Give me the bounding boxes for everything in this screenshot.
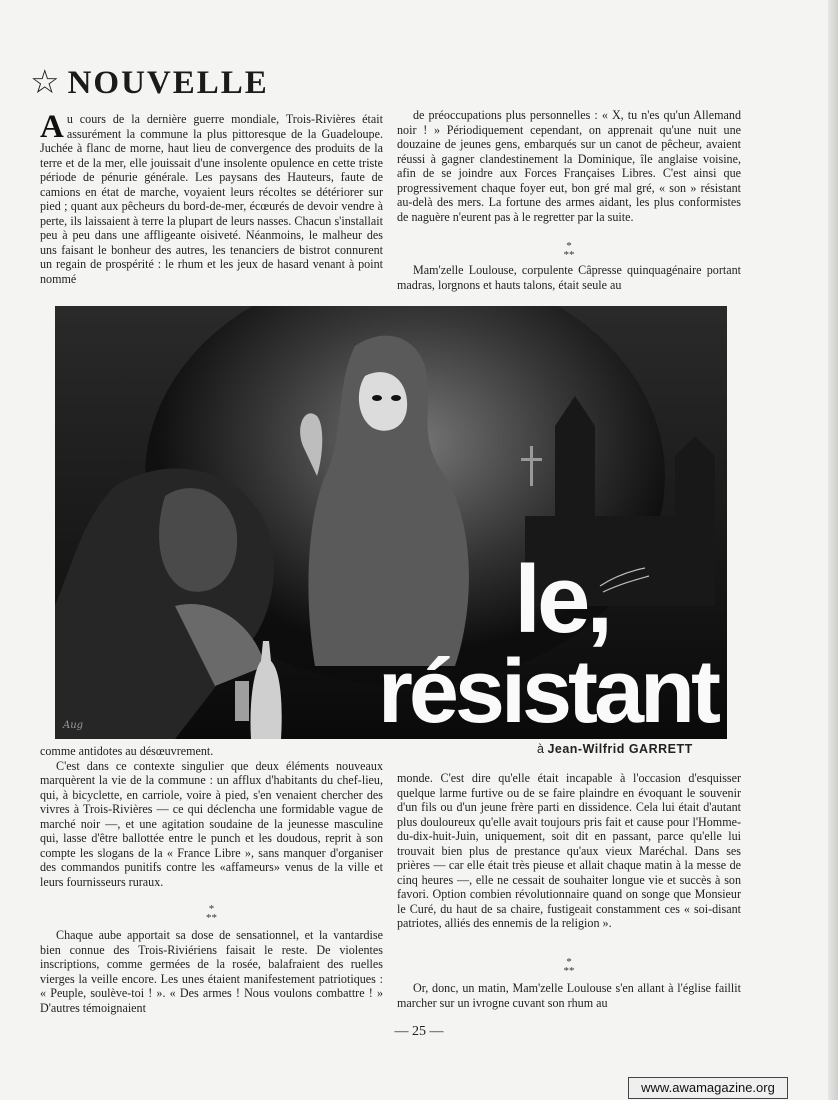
story-col-left-bottom (40, 744, 383, 894)
page-edge (828, 0, 838, 1100)
section-title-text: NOUVELLE (67, 65, 269, 101)
story-illustration (55, 306, 727, 739)
section-title (30, 62, 269, 102)
paragraph: comme antidotes au désœuvrement. (40, 744, 214, 758)
byline-author: Jean-Wilfrid GARRETT (547, 742, 693, 756)
paragraph: C'est dans ce contexte singulier que deux éléments nouveaux marquèrent la vie de la commune : un afflux d'habitants du chef-lieu, qui, à bicyclette, en carriole, voire à pied, s'en venaient chercher des vivres à Trois-Rivières — ce qui déclencha une formidable vague de marché noir —, et une agitation soudaine de la jeunesse masculine qui, lasse d'être ballottée entre le punch et les doudous, reprit à son compte les slogans de la « France Libre », sans manquer d'organiser des commandos punitifs contre les «affameurs» venus de la ville et leurs fournisseurs ruraux. (40, 758, 383, 889)
byline-prefix: à (537, 742, 544, 756)
byline (537, 742, 693, 756)
paragraph: Or, donc, un matin, Mam'zelle Loulouse s'en allant à l'église faillit marcher sur un ivrogne cuvant son rhum au (397, 981, 741, 1010)
section-divider: * ** (563, 240, 575, 261)
section-divider: * ** (206, 903, 217, 924)
story-col-left-bottom-2 (40, 928, 383, 1018)
paragraph-opening: u cours de la dernière guerre mondiale, Trois-Rivières était assurément la commune la plus pittoresque de la Guadeloupe. Juchée à flanc de morne, haut lieu de convergence des produits de la terre et de la mer, elle jouissait d'une insolente opulence en cette triste période de pénurie générale. Les paysans des Hauteurs, faute de camions en état de marche, voyaient leurs récoltes se détériorer sur pied ; quant aux pêcheurs du bord-de-mer, écœurés de devoir vendre à perte, ils laissaient à terre la plupart de leurs nasses. Chacun s'installait peu à peu dans une affligeante oisiveté. Néanmoins, le malheur des uns faisant le bonheur des autres, les tenanciers de bistrot connurent un regain de prospérité : le rhum et les jeux de hasard venant à point nommé (40, 112, 383, 287)
website-watermark[interactable]: www.awamagazine.org (628, 1077, 788, 1099)
star-icon: ☆ (30, 65, 62, 101)
artist-signature: Aug (63, 720, 84, 731)
section-divider: * ** (563, 956, 575, 977)
story-col-right-top-2 (397, 263, 741, 295)
paragraph: Mam'zelle Loulouse, corpulente Câpresse quinquagénaire portant madras, lorgnons et hauts talons, était seule au (397, 263, 741, 292)
page-number: — 25 — (394, 1024, 444, 1039)
story-col-right-top (397, 108, 741, 228)
paragraph: de préoccupations plus personnelles : « X, tu n'es qu'un Allemand noir ! » Périodiquement cependant, on apprenait qu'une nuit une douzaine de jeunes gens, embarqués sur un canot de pêcheur, avaient réussi à gagner clandestinement la Dominique, île anglaise voisine, afin de se joindre aux Forces Françaises Libres. C'est ainsi que progressivement chaque foyer eut, bon gré mal gré, « son » résistant au-delà des mers. La fortune des armes aidant, les plus conformistes de naguère n'eurent pas à le regretter par la suite. (397, 108, 741, 224)
illustration-title-line1: le, (514, 546, 609, 653)
story-col-right-bottom (397, 771, 741, 951)
story-col-right-bottom-2 (397, 981, 741, 1013)
illustration-title-line2: résistant (377, 642, 717, 739)
story-col-left-top (40, 112, 383, 292)
drop-cap: A (40, 112, 64, 145)
paragraph: monde. C'est dire qu'elle était incapable à l'occasion d'esquisser quelque larme furtive ou de se faire plaindre en évoquant le souvenir d'un fils ou d'un jeune frère parti en dissidence. Cela lui était d'autant plus douloureux qu'elle avait toujours pris fait et cause pour l'Homme-du-dix-huit-Juin, uniquement, soit dit en passant, parce qu'elle lui trouvait bien plus de prestance qu'aux vieux Maréchal. Dans ses prières — car elle était très pieuse et allait chaque matin à la messe de cinq heures —, elle ne cessait de souhaiter longue vie et succès à son favori. Option combien révolutionnaire quand on songe que Monsieur le Curé, du haut de sa chaire, fustigeait constamment ces « soi-disant patriotes, alliés des ennemis de la religion ». (397, 771, 741, 931)
paragraph: Chaque aube apportait sa dose de sensationnel, et la vantardise bien connue des Trois-Riviériens faisait le reste. De violentes inscriptions, comme germées de la rosée, balafraient des ruelles vierges la veille encore. Les unes étaient manifestement patriotiques : « Peuple, soulève-toi ! ». « Des armes ! Nous voulons combattre ! » D'autres témoignaient (40, 928, 383, 1015)
